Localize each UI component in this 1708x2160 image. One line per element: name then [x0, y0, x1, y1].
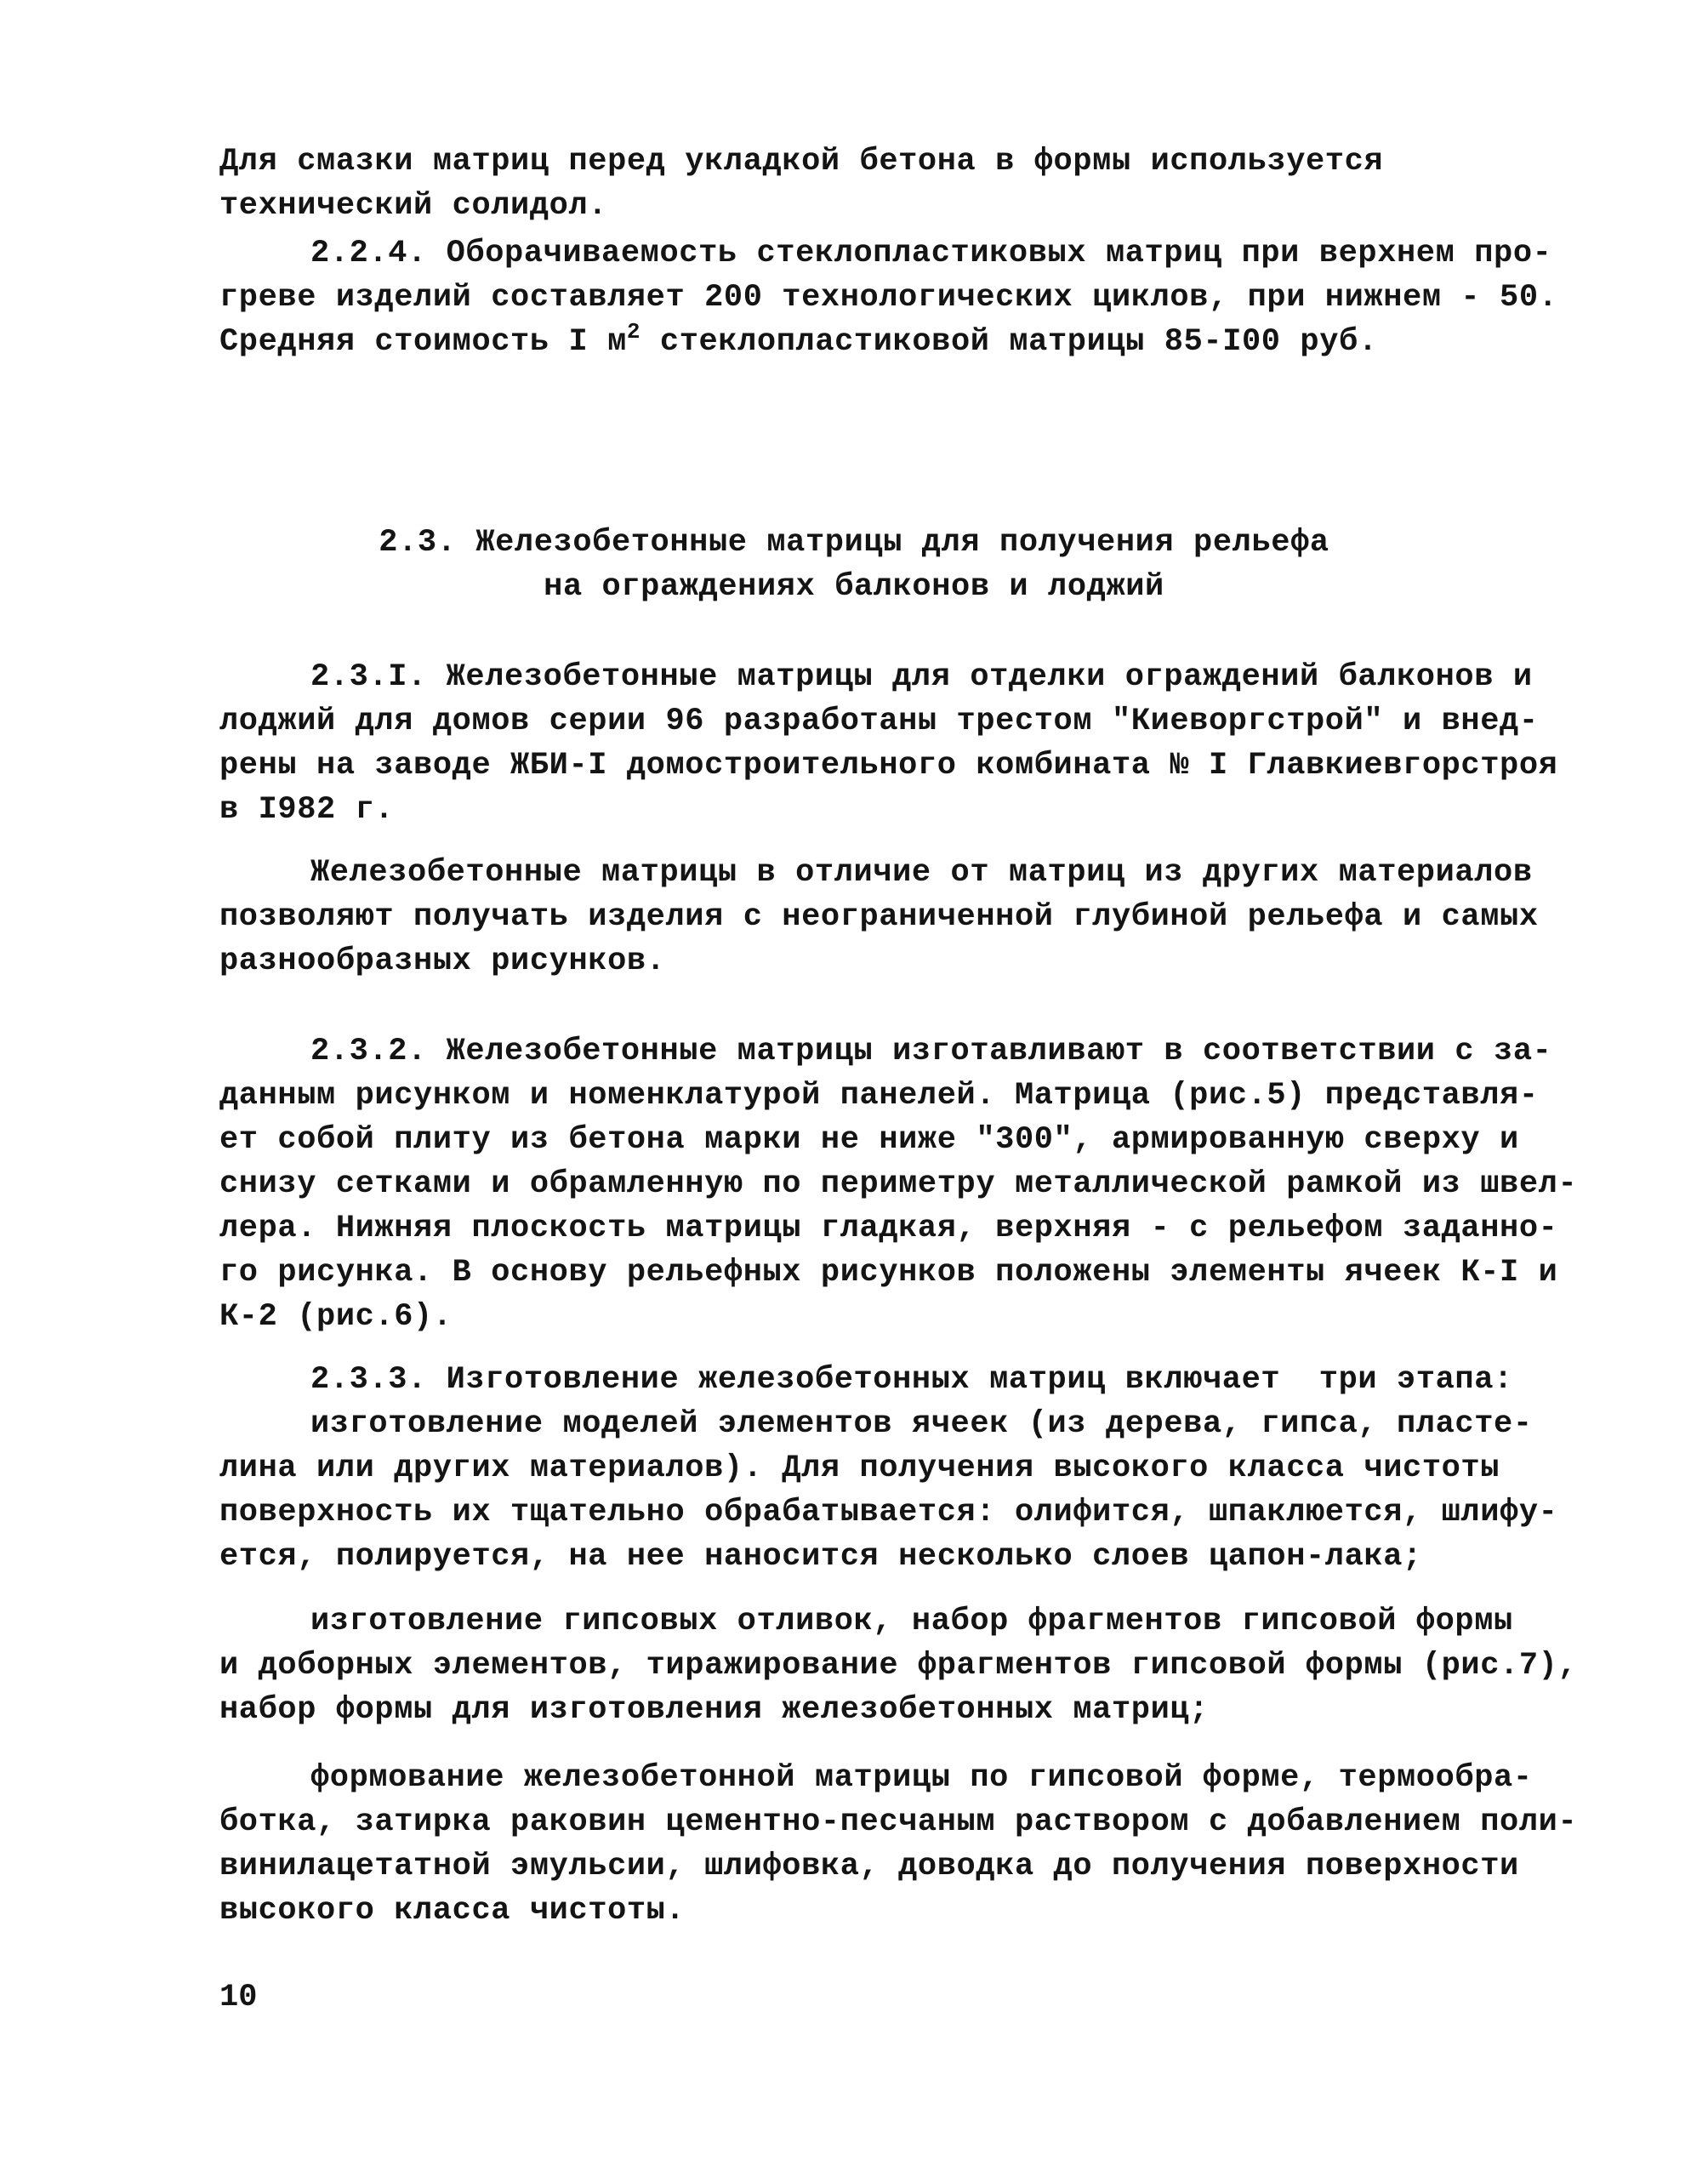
- p4-line-3: разнообразных рисунков.: [219, 943, 666, 979]
- p2-line-2: греве изделий составляет 200 технологических циклов, при нижнем - 50.: [219, 280, 1558, 316]
- p8-line-1: формование железобетонной матрицы по гипсовой форме, термообра-: [310, 1760, 1533, 1796]
- p2-line-1: 2.2.4. Оборачиваемость стеклопластиковых матриц при верхнем про-: [310, 236, 1552, 271]
- p5-line-4: снизу сетками и обрамленную по периметру металлической рамкой из швел-: [219, 1166, 1578, 1202]
- p6-line-5: ется, полируется, на нее наносится несколько слоев цапон-лака;: [219, 1539, 1422, 1575]
- p2-line-3: [219, 320, 1378, 364]
- p6-line-1: 2.3.3. Изготовление железобетонных матриц включает три этапа:: [310, 1362, 1513, 1398]
- p8-line-4: высокого класса чистоты.: [219, 1893, 686, 1929]
- p4-line-2: позволяют получать изделия с неограниченной глубиной рельефа и самых: [219, 899, 1539, 935]
- p8-line-3: винилацетатной эмульсии, шлифовка, доводка до получения поверхности: [219, 1849, 1519, 1884]
- p5-line-5: лера. Нижняя плоскость матрицы гладкая, верхняя - с рельефом заданно-: [219, 1211, 1558, 1246]
- page-number: 10: [219, 1980, 258, 2015]
- p5-line-3: ет собой плиту из бетона марки не ниже "300", армированную сверху и: [219, 1122, 1519, 1158]
- p7-line-2: и доборных элементов, тиражирование фрагментов гипсовой формы (рис.7),: [219, 1648, 1578, 1684]
- p1-line-1: Для смазки матриц перед укладкой бетона в формы используется: [219, 144, 1384, 180]
- superscript: 2: [626, 319, 641, 345]
- p6-line-3: лина или других материалов). Для получения высокого класса чистоты: [219, 1450, 1500, 1486]
- p2-line-3a: Средняя стоимость I м: [219, 324, 627, 360]
- p6-line-4: поверхность их тщательно обрабатывается: олифится, шпаклюется, шлифу-: [219, 1495, 1558, 1530]
- p7-line-3: набор формы для изготовления железобетонных матриц;: [219, 1692, 1209, 1728]
- p5-line-6: го рисунка. В основу рельефных рисунков положены элементы ячеек К-I и: [219, 1255, 1558, 1291]
- p3-line-4: в I982 г.: [219, 792, 395, 828]
- p6-line-2: изготовление моделей элементов ячеек (из дерева, гипса, пласте-: [310, 1406, 1533, 1442]
- p1-line-2: технический солидол.: [219, 188, 608, 224]
- p5-line-2: данным рисунком и номенклатурой панелей. Матрица (рис.5) представля-: [219, 1078, 1539, 1114]
- p4-line-1: Железобетонные матрицы в отличие от матриц из других материалов: [310, 855, 1533, 891]
- p3-line-3: рены на заводе ЖБИ-I домостроительного комбината № I Главкиевгорстроя: [219, 748, 1558, 784]
- p3-line-2: лоджий для домов серии 96 разработаны трестом "Киеворгстрой" и внед-: [219, 704, 1539, 739]
- p7-line-1: изготовление гипсовых отливок, набор фрагментов гипсовой формы: [310, 1604, 1513, 1639]
- p5-line-1: 2.3.2. Железобетонные матрицы изготавливают в соответствии с за-: [310, 1034, 1552, 1069]
- p2-line-3b: стеклопластиковой матрицы 85-I00 руб.: [640, 324, 1378, 360]
- p5-line-7: К-2 (рис.6).: [219, 1299, 453, 1335]
- p8-line-2: ботка, затирка раковин цементно-песчаным раствором с добавлением поли-: [219, 1804, 1578, 1840]
- section-heading-line-1: 2.3. Железобетонные матрицы для получения рельефа: [379, 525, 1329, 561]
- section-heading-line-2: на ограждениях балконов и лоджий: [544, 569, 1164, 605]
- p3-line-1: 2.3.I. Железобетонные матрицы для отделки ограждений балконов и: [310, 659, 1533, 695]
